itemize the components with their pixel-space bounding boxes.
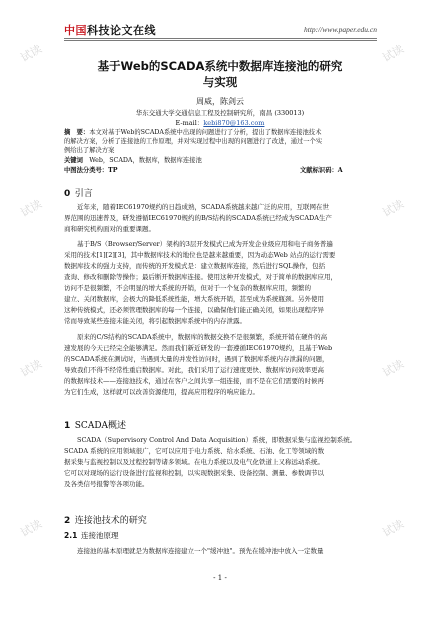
text-line: 连接池的基本原理就是为数据库连接建立一个"缓冲池"。预先在缓冲池中放入一定数量: [77, 547, 324, 555]
page-number: - 1 -: [213, 574, 227, 582]
text-line: 基于B/S（Browser/Server）架构的3层开发模式已成为开发企业级应用和电子商务普遍: [77, 240, 333, 248]
scada-paragraph: [64, 435, 378, 490]
watermark: 试读: [380, 42, 407, 65]
affiliation: 华东交通大学交通信息工程及控制研究所，南昌 (330013): [135, 109, 305, 117]
abstract-label: 摘 要：: [64, 129, 90, 136]
pool-principle-paragraph: [64, 546, 378, 557]
subsection-heading-pool-principle: [64, 530, 119, 541]
text-line: 界范围的迅速普及，研发遵循IEC61970规约的B/S结构的SCADA系统已经成为SCADA生产: [64, 214, 332, 222]
keywords-label: 关键词: [64, 157, 83, 164]
classification-value: TP: [108, 167, 118, 174]
section-heading-scada: [64, 418, 126, 431]
text-line: 常而导致某些连接未能关闭，将引起数据库系统中的内存泄露。: [64, 317, 246, 325]
intro-paragraph-2: [64, 239, 378, 327]
watermark: 试读: [380, 517, 407, 540]
subsection-name: 连接池原理: [81, 531, 119, 540]
text-line: 商和研究机构面对的重要课题。: [64, 225, 155, 233]
text-line: 建立、关闭数据库，会极大的降低系统性能，增大系统开销，甚至成为系统瓶颈。另外使用: [64, 295, 324, 303]
watermark: 试读: [18, 197, 45, 220]
section-name: 引言: [74, 189, 93, 199]
text-line: 的SCADA系统在测试时，当遇到大量的并发性访问时，遇到了数据库系统内存泄漏的问题，: [64, 355, 329, 363]
text-line: 它可以对现场的运行设备进行监视和控制，以实现数据采集、设备控制、测量、参数调节以: [64, 469, 324, 477]
abstract-line-3: 例给出了解决方案: [64, 147, 115, 154]
text-line: SCADA（Supervisory Control And Data Acquisition）系统，即数据采集与监视控制系统。: [77, 436, 357, 444]
site-logo[interactable]: [64, 22, 156, 38]
email-label: E-mail：: [175, 119, 204, 127]
abstract-line-2: 的解决方案，分析了连接池的工作原理，并对实现过程中出现的问题进行了改进，通过一个实: [64, 138, 323, 145]
text-line: 的数据库技术——连接池技术，通过在客户之间共享一组连接，而不是在它们需要的时候再: [64, 377, 324, 385]
section-name: SCADA概述: [74, 421, 127, 431]
section-number: 1: [64, 421, 71, 431]
doc-code-label: 文献标识码：: [300, 167, 338, 174]
text-line: 原来的C/S结构的SCADA系统中，数据库的数据交换不是很频繁，系统开销在硬件的高: [77, 333, 328, 341]
abstract-line-1: [64, 128, 376, 137]
section-number: 0: [64, 189, 71, 199]
text-line: 采用的技术[1][2][3]，其中数据库技术的地位也是越来越重要，因为动态Web 站点的运行需要: [64, 251, 336, 259]
text-line: 近年来，随着IEC61970规约的日趋成熟，SCADA系统越来越广泛的应用，互联网在世: [77, 203, 329, 211]
keywords-text: Web，SCADA，数据库，数据库连接池: [89, 157, 202, 164]
text-line: 及各类信号报警等各项功能。: [64, 480, 149, 488]
section-heading-connection-pool: [64, 513, 147, 526]
text-line: 据采集与监视控制以及过程控制等诸多领域。在电力系统以及电气化铁道上又称远动系统。: [64, 458, 324, 466]
logo-red-text: 中国: [64, 24, 87, 37]
text-line: 速发展的今天已经完全能够满足。然而我们新近研发的一套遵循IEC61970规约，且基于Web: [64, 344, 333, 352]
text-line: 为它们生成，这样就可以改善资源使用，提高应用程序的响应能力。: [64, 388, 259, 396]
classification-line: [64, 166, 376, 175]
section-number: 2: [64, 516, 71, 526]
abstract-text: 本文对基于Web的SCADA系统中出现的问题进行了分析，提出了数据库连接池技术: [89, 129, 322, 136]
site-header: [0, 0, 440, 44]
watermark: 试读: [18, 357, 45, 380]
classification-label: 中图法分类号：: [64, 167, 109, 174]
watermark: 试读: [380, 357, 407, 380]
email-link[interactable]: kebi870@163.com: [203, 119, 265, 127]
text-line: 数据库技术的强力支持，而传统的开发模式是：建立数据库连接，然后进行SQL操作，包括: [64, 262, 326, 270]
email-line: [60, 118, 380, 127]
watermark: 试读: [18, 42, 45, 65]
watermark: 试读: [18, 517, 45, 540]
paper-title-line-1: 基于Web的SCADA系统中数据库连接池的研究: [97, 59, 343, 73]
doc-code: [300, 166, 343, 175]
intro-paragraph-3: [64, 332, 378, 398]
text-line: 导致我们不得不经常性重启数据库。对此，我们采用了运行速度更快、数据库访问效率更高: [64, 366, 324, 374]
text-line: SCADA 系统的应用领域很广，它可以应用于电力系统、给水系统、石油、化工等领域的数: [64, 447, 325, 455]
section-name: 连接池技术的研究: [74, 516, 147, 526]
header-rule: [64, 38, 377, 41]
doc-code-value: A: [337, 167, 343, 174]
logo-black-text: 科技论文在线: [87, 24, 156, 37]
text-line: 这种传统模式，还必须管理数据库的每一个连接，以确保他们能正确关闭，如果出现程序异: [64, 306, 324, 314]
keywords-line: [64, 156, 376, 165]
intro-paragraph-1: [64, 202, 378, 235]
authors: 周威，陈剑云: [196, 97, 244, 106]
text-line: 访问不是很频繁，不会明显的增大系统的开销，但对于一个复杂的数据库应用，频繁的: [64, 284, 311, 292]
paper-title-line-2: 与实现: [202, 75, 238, 89]
section-heading-introduction: [64, 186, 93, 199]
subsection-number: 2.1: [64, 531, 78, 540]
site-url[interactable]: http://www.paper.edu.cn: [304, 25, 377, 34]
text-line: 查询、修改和删除等操作；最后断开数据库连接。使用这种开发模式，对于简单的数据库应用，: [64, 273, 337, 281]
watermark: 试读: [380, 197, 407, 220]
